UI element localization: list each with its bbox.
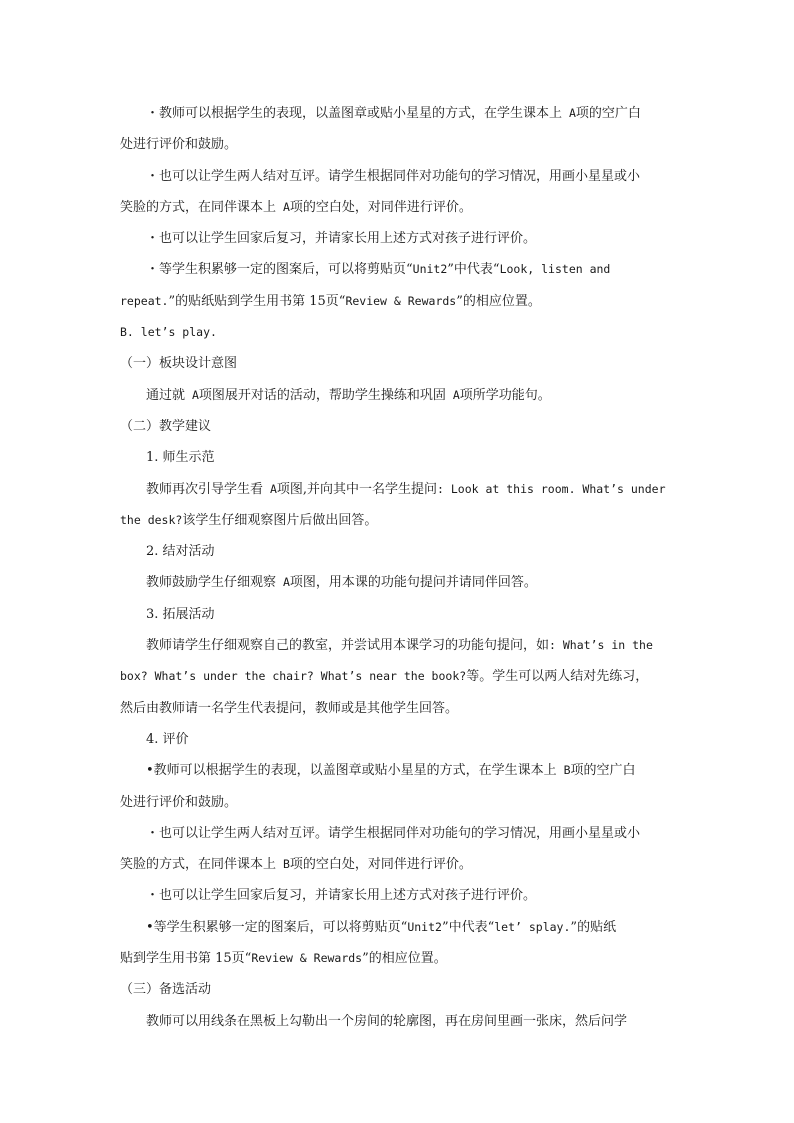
text-line: 通过就 A项图展开对话的活动，帮助学生操练和巩固 A项所学功能句。 xyxy=(146,387,551,403)
text-line: •教师可以根据学生的表现，以盖图章或贴小星星的方式，在学生课本上 B项的空广白 xyxy=(146,763,636,779)
text-line: 4. 评价 xyxy=(146,731,189,747)
text-line: 笑脸的方式，在同伴课本上 A项的空白处，对同伴进行评价。 xyxy=(120,199,472,215)
text-line: （三）备选活动 xyxy=(120,982,212,998)
text-line: 教师再次引导学生看 A项图,并向其中一名学生提问: Look at this room. What’s under xyxy=(146,481,666,497)
text-line: 教师请学生仔细观察自己的教室，并尝试用本课学习的功能句提问，如: What’s in the xyxy=(146,638,653,654)
text-line: 笑脸的方式，在同伴课本上 B项的空白处，对同伴进行评价。 xyxy=(120,857,472,873)
text-line: ・教师可以根据学生的表现，以盖图章或贴小星星的方式，在学生课本上 A项的空广白 xyxy=(146,106,641,121)
text-line: ・等学生积累够一定的图案后，可以将剪贴页“Unit2”中代表“Look, listen and xyxy=(146,262,611,278)
text-line: repeat.”的贴纸贴到学生用书第 15页“Review & Rewards”的相应位置。 xyxy=(120,293,541,309)
text-line: 处进行评价和鼓励。 xyxy=(120,794,238,810)
text-line: 3. 拓展活动 xyxy=(146,606,215,622)
text-line: the desk?该学生仔细观察图片后做出回答。 xyxy=(120,512,378,528)
text-line: box? What’s under the chair? What’s near the book?等。学生可以两人结对先练习， xyxy=(120,669,649,685)
text-line: 然后由教师请一名学生代表提问，教师或是其他学生回答。 xyxy=(120,700,459,716)
text-line: 贴到学生用书第 15页“Review & Rewards”的相应位置。 xyxy=(120,951,447,967)
text-line: B. let’s play. xyxy=(120,325,217,340)
text-line: ・也可以让学生两人结对互评。请学生根据同伴对功能句的学习情况，用画小星星或小 xyxy=(146,825,641,841)
text-line: ・也可以让学生回家后复习，并请家长用上述方式对孩子进行评价。 xyxy=(146,888,537,904)
text-line: •等学生积累够一定的图案后，可以将剪贴页“Unit2”中代表“let’ splay.”的贴纸 xyxy=(146,919,617,935)
text-line: 教师可以用线条在黑板上勾勒出一个房间的轮廓图，再在房间里画一张床，然后问学 xyxy=(146,1013,628,1029)
text-line: ・也可以让学生回家后复习，并请家长用上述方式对孩子进行评价。 xyxy=(146,231,537,247)
text-line: （二）教学建议 xyxy=(120,418,212,434)
text-line: 处进行评价和鼓励。 xyxy=(120,137,238,153)
text-line: 教师鼓励学生仔细观察 A项图，用本课的功能句提问并请同伴回答。 xyxy=(146,575,537,591)
text-line: ・也可以让学生两人结对互评。请学生根据同伴对功能句的学习情况，用画小星星或小 xyxy=(146,168,641,184)
text-line: 2. 结对活动 xyxy=(146,544,215,560)
document-body xyxy=(120,98,680,1037)
text-line: 1. 师生示范 xyxy=(146,450,215,466)
text-line: （一）板块设计意图 xyxy=(120,356,238,372)
